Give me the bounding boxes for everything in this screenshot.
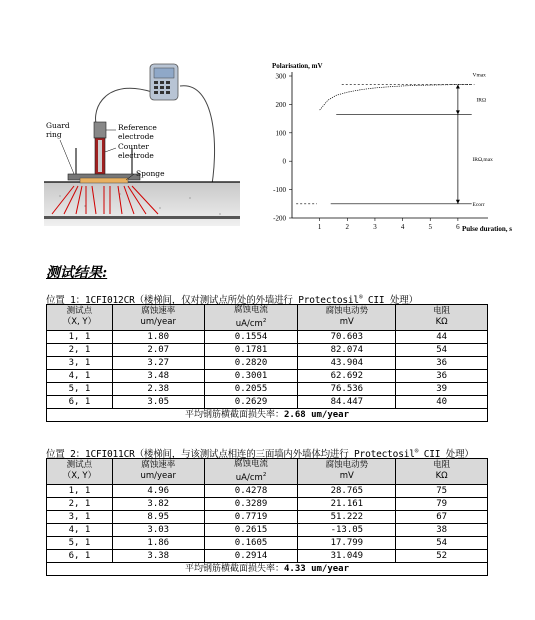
header-corrosion-current: 腐蚀电流 $uA/cm^2$ xyxy=(204,305,298,331)
concrete-slab xyxy=(44,182,240,226)
reference-electrode-label: Reference electrode xyxy=(118,123,157,141)
header-corrosion-rate: 腐蚀速率 um/year xyxy=(112,459,204,485)
ir-omega-label: IRΩ xyxy=(476,97,487,104)
average-row xyxy=(47,562,488,575)
arrow-head-mid xyxy=(456,110,460,114)
table-row: 1, 1 4.96 0.4278 28.765 75 xyxy=(47,484,488,497)
vmax-label: Vmax xyxy=(472,72,486,79)
table-header-row xyxy=(47,459,488,485)
ir-omega-max-label: IRΩ,max xyxy=(472,157,493,164)
arrow-head-bottom xyxy=(456,200,460,204)
device-cable-right xyxy=(180,86,215,196)
chart-title: Polarisation, mV xyxy=(272,62,323,70)
table-row: 6, 1 3.38 0.2914 31.049 52 xyxy=(47,549,488,562)
polarisation-chart xyxy=(248,56,530,240)
sponge-label: Sponge xyxy=(136,169,165,178)
y-tick-label: 0 xyxy=(282,157,286,166)
average-value: 2.68 um/year xyxy=(283,409,350,420)
reference-electrode xyxy=(94,122,106,138)
header-test-point: 测试点 （X, Y） xyxy=(47,305,113,331)
measurement-setup-diagram xyxy=(40,56,240,240)
header-resistance: 电阻 KΩ xyxy=(396,459,488,485)
table-row: 2, 1 2.07 0.1781 82.074 54 xyxy=(47,343,488,356)
x-tick-label: 3 xyxy=(373,223,377,231)
table-row: 2, 1 3.82 0.3289 21.161 79 xyxy=(47,497,488,510)
table-row: 5, 1 2.38 0.2055 76.536 39 xyxy=(47,382,488,395)
header-corrosion-rate: 腐蚀速率 um/year xyxy=(112,305,204,331)
y-tick-label: -200 xyxy=(273,214,286,223)
table-row: 5, 1 1.86 0.1605 17.799 54 xyxy=(47,536,488,549)
polarisation-curve xyxy=(320,85,472,111)
y-tick-label: 300 xyxy=(275,72,286,81)
location-2-title: 位置 2：1CFI011CR（楼梯间，与该测试点相连的三面墙内外墙体均进行 Protectosil® CII 处理） xyxy=(46,447,474,460)
y-tick-label: -100 xyxy=(273,186,286,195)
average-label: 平均钢筋横截面损失率： xyxy=(184,409,284,420)
average-row xyxy=(47,408,488,421)
handheld-device-icon xyxy=(150,64,178,100)
location-1-title: 位置 1：1CFI012CR（楼梯间，仅对测试点所处的外墙进行 Protectosil® CII 处理） xyxy=(46,293,418,306)
location-2-table xyxy=(46,458,488,576)
y-tick-label: 100 xyxy=(275,129,286,138)
average-label: 平均钢筋横截面损失率： xyxy=(184,563,284,574)
header-corrosion-potential: 腐蚀电动势 mV xyxy=(298,305,396,331)
header-resistance: 电阻 KΩ xyxy=(396,305,488,331)
x-tick-label: 2 xyxy=(345,223,350,231)
x-tick-label: 5 xyxy=(428,223,432,231)
average-value: 4.33 um/year xyxy=(283,563,350,574)
header-test-point: 测试点 （X, Y） xyxy=(47,459,113,485)
x-axis-label: Pulse duration, s xyxy=(462,225,512,233)
table-row: 3, 1 3.27 0.2820 43.904 36 xyxy=(47,356,488,369)
location-1-table xyxy=(46,304,488,422)
y-tick-label: 200 xyxy=(275,100,286,109)
rebar xyxy=(44,216,240,219)
x-tick-label: 4 xyxy=(400,223,405,231)
table-header-row xyxy=(47,305,488,331)
x-tick-label: 1 xyxy=(317,223,322,231)
table-row: 3, 1 8.95 0.7719 51.222 67 xyxy=(47,510,488,523)
table-row: 4, 1 3.03 0.2615 -13.05 38 xyxy=(47,523,488,536)
table-row: 4, 1 3.48 0.3001 62.692 36 xyxy=(47,369,488,382)
table-row: 6, 1 3.05 0.2629 84.447 40 xyxy=(47,395,488,408)
arrow-head-top xyxy=(456,85,460,89)
header-corrosion-current: 腐蚀电流 $uA/cm^2$ xyxy=(204,459,298,485)
guard-ring-label: Guard ring xyxy=(46,121,70,139)
ecorr-label: Ecorr xyxy=(472,201,485,208)
counter-electrode-label: Counter electrode xyxy=(118,142,154,160)
table-row: 1, 1 1.80 0.1554 70.603 44 xyxy=(47,330,488,343)
x-tick-label: 6 xyxy=(456,223,460,231)
sponge xyxy=(80,178,128,183)
results-heading: 测试结果: xyxy=(46,265,108,281)
header-corrosion-potential: 腐蚀电动势 mV xyxy=(298,459,396,485)
